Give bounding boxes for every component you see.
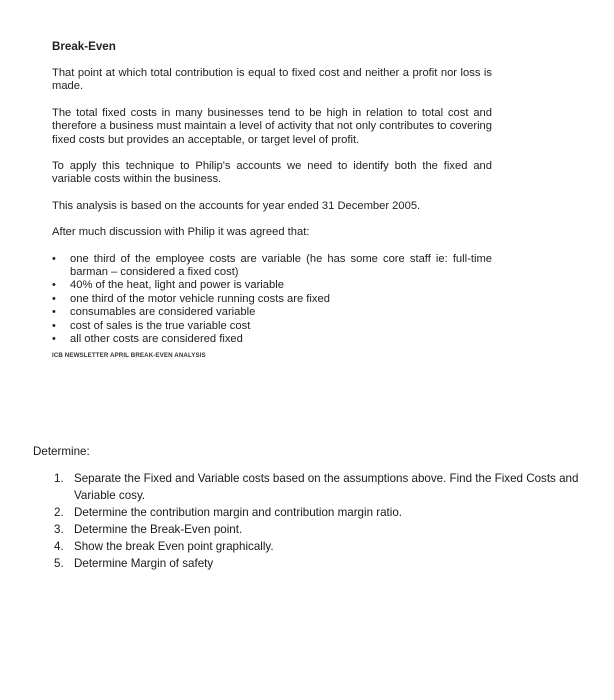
question-item: [54, 538, 583, 555]
assumption-text: all other costs are considered fixed: [70, 333, 243, 346]
question-item: [54, 521, 583, 538]
newsletter-excerpt: [52, 40, 492, 360]
bullet-icon: •: [52, 306, 56, 319]
question-text: Determine the contribution margin and contribution margin ratio.: [74, 506, 403, 519]
assumption-text: one third of the employee costs are variable (he has some core staff ie: full-time barman – considered a fixed cost): [70, 252, 492, 279]
question-heading: Determine:: [33, 445, 90, 458]
question-section: [33, 443, 583, 572]
question-number: 1.: [54, 472, 64, 485]
bullet-icon: •: [52, 292, 56, 305]
question-text: Show the break Even point graphically.: [74, 540, 274, 553]
bullet-icon: •: [52, 319, 56, 332]
assumption-item: [52, 306, 492, 319]
question-item: [54, 504, 583, 521]
excerpt-paragraph: After much discussion with Philip it was agreed that:: [52, 226, 310, 239]
question-item: [54, 555, 583, 572]
question-text: Separate the Fixed and Variable costs based on the assumptions above. Find the Fixed Costs and Variable cosy.: [74, 472, 579, 502]
excerpt-paragraph: That point at which total contribution is equal to fixed cost and neither a profit nor loss is made.: [52, 67, 492, 93]
question-number: 5.: [54, 557, 64, 570]
question-number: 4.: [54, 540, 64, 553]
excerpt-paragraph: To apply this technique to Philip's accounts we need to identify both the fixed and variable costs within the business.: [52, 160, 492, 186]
excerpt-paragraph: This analysis is based on the accounts for year ended 31 December 2005.: [52, 199, 421, 212]
bullet-icon: •: [52, 252, 56, 265]
assumption-item: [52, 293, 492, 306]
assumption-text: cost of sales is the true variable cost: [70, 319, 251, 332]
bullet-icon: •: [52, 333, 56, 346]
assumption-item: [52, 333, 492, 346]
question-text: Determine Margin of safety: [74, 557, 214, 570]
assumption-item: [52, 320, 492, 333]
excerpt-title: Break-Even: [52, 40, 116, 53]
question-item: [54, 470, 583, 504]
assumption-text: one third of the motor vehicle running costs are fixed: [70, 292, 330, 305]
assumption-list: [52, 253, 492, 347]
question-number: 2.: [54, 506, 64, 519]
question-text: Determine the Break-Even point.: [74, 523, 243, 536]
excerpt-paragraph: The total fixed costs in many businesses tend to be high in relation to total cost and therefore a business must maintain a level of activity that not only contributes to covering fixed costs but provides an acceptable, or target level of profit.: [52, 106, 492, 146]
question-number: 3.: [54, 523, 64, 536]
assumption-item: [52, 253, 492, 280]
question-list: [33, 470, 583, 572]
assumption-item: [52, 279, 492, 292]
bullet-icon: •: [52, 279, 56, 292]
assumption-text: consumables are considered variable: [70, 306, 256, 319]
source-citation: ICB NEWSLETTER APRIL BREAK-EVEN ANALYSIS: [52, 351, 206, 359]
assumption-text: 40% of the heat, light and power is variable: [70, 279, 284, 292]
